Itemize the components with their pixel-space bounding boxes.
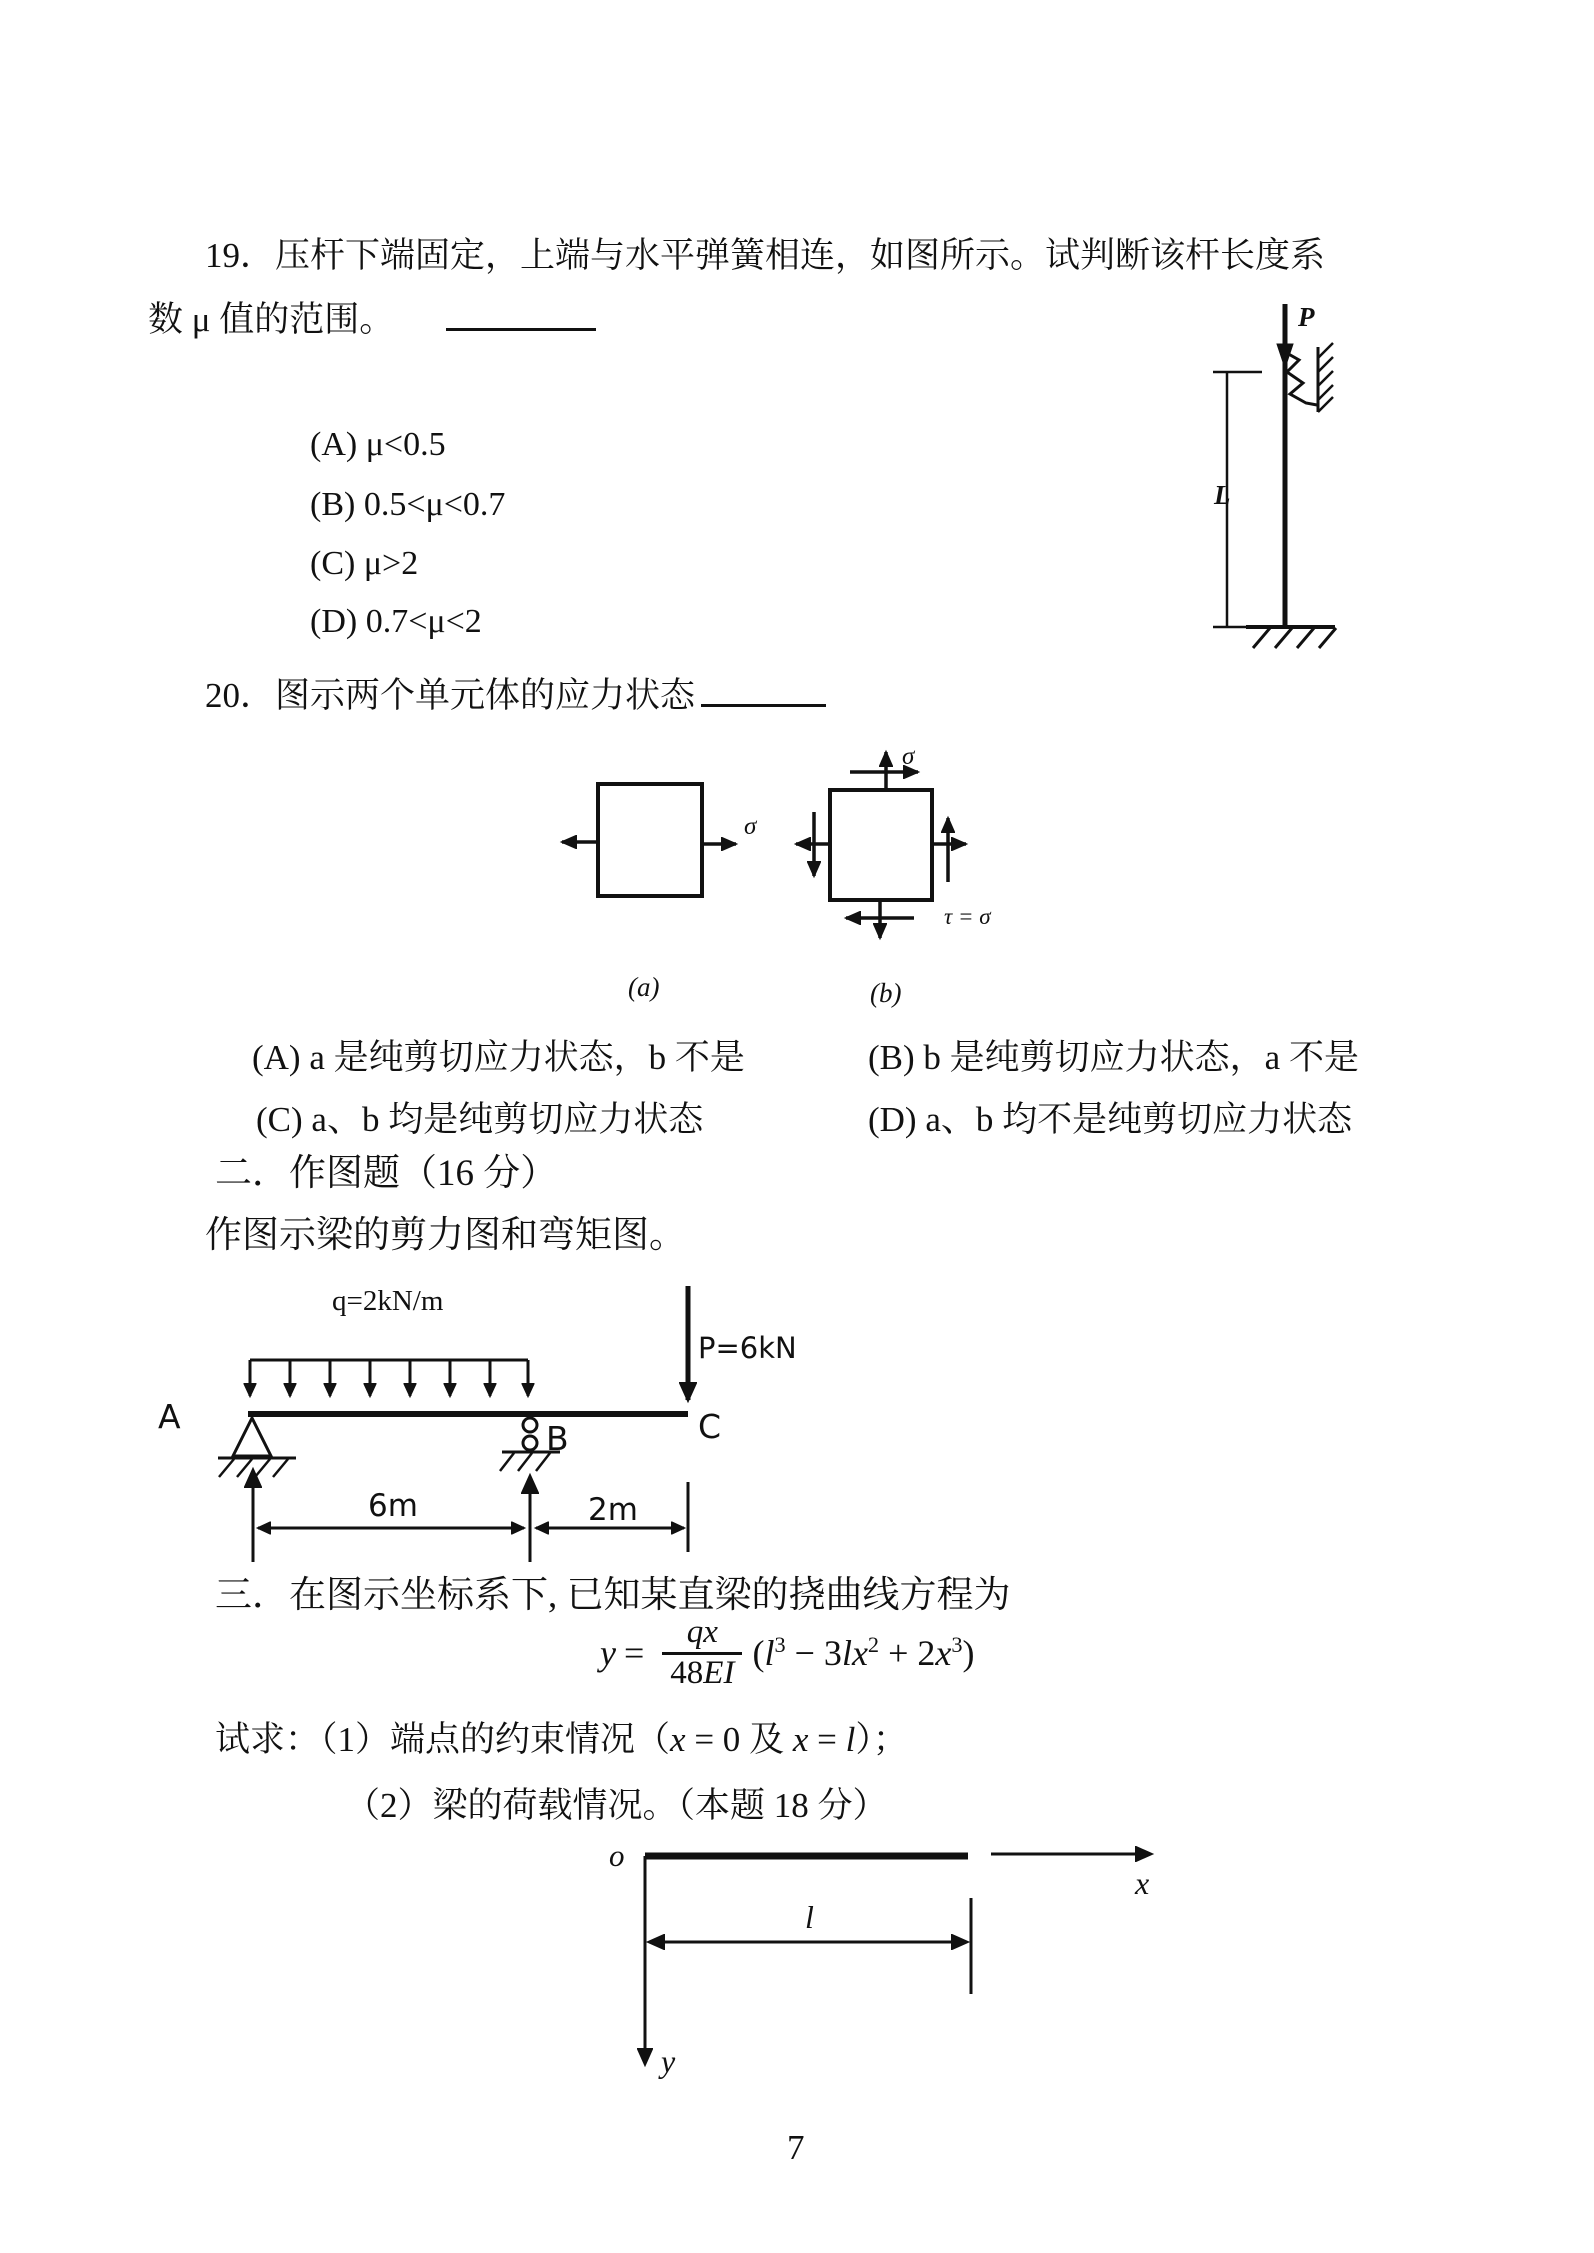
q20-answer-blank <box>701 669 826 707</box>
support-a-label: A <box>158 1397 181 1436</box>
q20-option-a: (A) a 是纯剪切应力状态，b 不是 <box>252 1038 745 1077</box>
q19-option-b: (B) 0.5<μ<0.7 <box>310 486 506 523</box>
q20-option-b: (B) b 是纯剪切应力状态，a 不是 <box>868 1038 1359 1077</box>
length-dim-label: l <box>805 1899 814 1935</box>
support-hatch <box>273 1459 288 1477</box>
deflection-equation <box>600 1614 975 1693</box>
ask1-eq0: = 0 <box>685 1720 741 1759</box>
ask1-l: l <box>845 1720 856 1759</box>
ask1-and: 及 <box>740 1720 793 1759</box>
ask1-prefix: 试求：（1）端点的约束情况（ <box>215 1720 671 1759</box>
ground-hatch <box>1253 628 1270 648</box>
support-b-label: B <box>546 1419 569 1458</box>
element-b-tau-label: τ = σ <box>944 904 991 929</box>
origin-label: o <box>609 1838 625 1873</box>
q20-stress-elements-figure <box>478 722 1048 1022</box>
element-a-sigma-label: σ <box>744 813 757 840</box>
q19-option-c: (C) μ>2 <box>310 545 419 582</box>
q20-option-c: (C) a、b 均是纯剪切应力状态 <box>256 1100 704 1139</box>
ask1-x: x <box>670 1720 686 1759</box>
ground-hatch <box>1319 628 1336 648</box>
wall-hatch <box>1318 343 1333 358</box>
eq-denominator: 48EI <box>662 1652 742 1693</box>
udl-q-label: q=2kN/m <box>332 1285 444 1317</box>
sec3-ask2: （2）梁的荷载情况。（本题 18 分） <box>345 1786 888 1825</box>
q19-option-a: (A) μ<0.5 <box>310 426 446 463</box>
q19-answer-blank <box>446 293 596 331</box>
ask1-suffix: ）； <box>855 1720 908 1759</box>
support-hatch <box>219 1459 234 1477</box>
sec3-ask1 <box>215 1712 908 1762</box>
q19-stem-line2-text: 数 μ 值的范围。 <box>148 300 395 339</box>
element-b-caption: (b) <box>870 978 902 1008</box>
ask1-eq: = <box>808 1720 846 1759</box>
roller-circle <box>523 1418 537 1432</box>
sec3-coordinate-figure <box>553 1828 1203 2098</box>
ground-hatch <box>1275 628 1292 648</box>
q19-stem-line2 <box>148 292 596 342</box>
element-b-sigma-label: σ <box>902 743 915 770</box>
wall-hatch <box>1318 371 1333 386</box>
load-p-label: P <box>1298 302 1315 332</box>
ask1-x2: x <box>792 1720 809 1759</box>
q20-stem <box>205 668 826 718</box>
eq-numerator: qx <box>686 1614 718 1650</box>
page-number: 7 <box>787 2128 805 2167</box>
pin-support-a <box>233 1418 271 1456</box>
support-hatch <box>255 1459 270 1477</box>
eq-fraction <box>662 1614 742 1693</box>
element-a-square <box>598 784 702 896</box>
dim-bc-label: 2m <box>588 1492 638 1528</box>
spring <box>1285 352 1317 405</box>
q19-stem-line1: 19．压杆下端固定，上端与水平弹簧相连，如图所示。试判断该杆长度系 <box>205 236 1326 275</box>
sec2-beam-figure <box>100 1262 810 1577</box>
length-l-label: L <box>1214 480 1231 510</box>
element-b-square <box>830 790 932 900</box>
point-load-label: P=6kN <box>698 1331 797 1365</box>
eq-equals: = <box>623 1633 645 1674</box>
roller-circle <box>523 1436 537 1450</box>
support-hatch <box>237 1459 252 1477</box>
sec2-subheading: 作图示梁的剪力图和弯矩图。 <box>205 1215 686 1256</box>
element-a-caption: (a) <box>628 972 660 1002</box>
sec2-heading: 二．作图题（16 分） <box>215 1153 558 1194</box>
wall-hatch <box>1318 357 1333 372</box>
support-hatch <box>518 1453 532 1471</box>
q20-stem-text: 20．图示两个单元体的应力状态 <box>205 676 696 715</box>
eq-lhs: y <box>600 1633 616 1674</box>
x-axis-label: x <box>1135 1865 1150 1901</box>
point-c-label: C <box>698 1407 722 1446</box>
q19-column-spring-figure <box>1140 252 1370 662</box>
q20-option-d: (D) a、b 均不是纯剪切应力状态 <box>868 1100 1353 1139</box>
sec3-heading: 三．在图示坐标系下, 已知某直梁的挠曲线方程为 <box>215 1575 1011 1616</box>
ground-hatch <box>1297 628 1314 648</box>
q19-option-d: (D) 0.7<μ<2 <box>310 603 482 640</box>
support-hatch <box>500 1453 514 1471</box>
eq-rhs: $(l^3 - 3lx^2 + 2x^3)$ <box>752 1632 975 1674</box>
y-axis-label: y <box>661 2043 676 2079</box>
dim-ab-label: 6m <box>368 1488 418 1524</box>
